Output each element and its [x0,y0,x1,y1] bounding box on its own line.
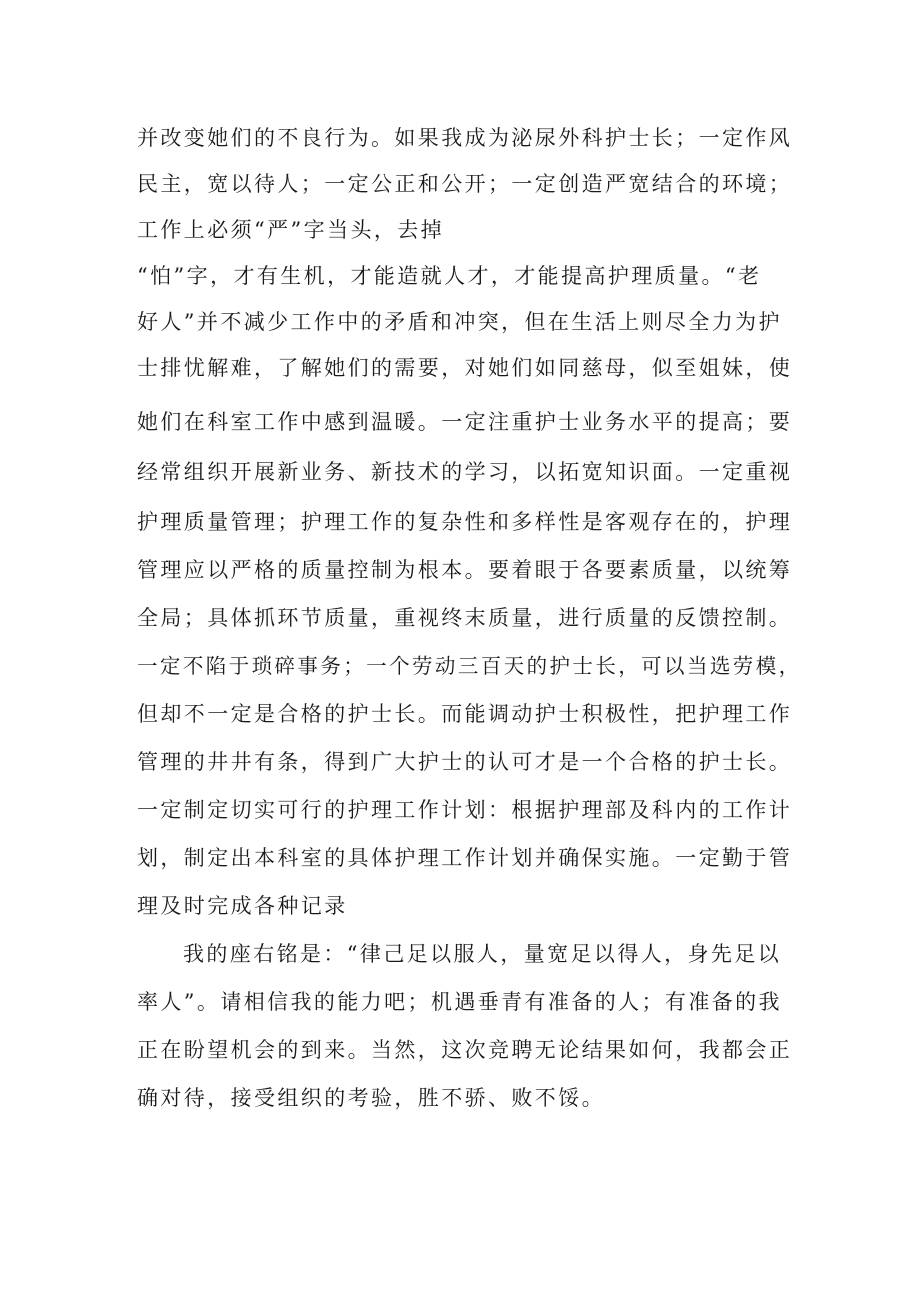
text-line: 但却不一定是合格的护士长。而能调动护士积极性，把护理工作 [137,702,793,726]
text-line: 管理的井井有条，得到广大护士的认可才是一个合格的护士长。 [137,750,793,774]
text-line: 理及时完成各种记录 [137,894,348,918]
text-line: 划，制定出本科室的具体护理工作计划并确保实施。一定勤于管 [137,846,793,870]
paragraph-first-line: 我的座右铭是：“律己足以服人，量宽足以得人，身先足以 [183,942,782,966]
text-line: 护理质量管理；护理工作的复杂性和多样性是客观存在的，护理 [137,510,793,534]
text-line: 民主，宽以待人；一定公正和公开；一定创造严宽结合的环境； [137,172,793,196]
text-line: “怕”字，才有生机，才能造就人才，才能提高护理质量。“老 [137,264,762,288]
text-line: 好人”并不减少工作中的矛盾和冲突，但在生活上则尽全力为护 [137,310,782,334]
text-line: 一定制定切实可行的护理工作计划：根据护理部及科内的工作计 [137,798,793,822]
text-line: 士排忧解难，了解她们的需要，对她们如同慈母，似至姐妹，使 [137,356,793,380]
text-line: 工作上必须“严”字当头，去掉 [137,218,445,242]
text-line: 管理应以严格的质量控制为根本。要着眼于各要素质量，以统筹 [137,558,793,582]
text-line: 并改变她们的不良行为。如果我成为泌尿外科护士长；一定作风 [137,126,793,150]
text-line: 确对待，接受组织的考验，胜不骄、败不馁。 [137,1086,605,1110]
text-line: 率人”。请相信我的能力吧；机遇垂青有准备的人；有准备的我 [137,990,782,1014]
text-line: 她们在科室工作中感到温暖。一定注重护士业务水平的提高；要 [137,410,793,434]
text-line: 全局；具体抓环节质量，重视终末质量，进行质量的反馈控制。 [137,606,793,630]
text-line: 经常组织开展新业务、新技术的学习，以拓宽知识面。一定重视 [137,460,793,484]
text-line: 一定不陷于琐碎事务；一个劳动三百天的护士长，可以当选劳模， [137,654,802,678]
text-line: 正在盼望机会的到来。当然，这次竞聘无论结果如何，我都会正 [137,1038,793,1062]
